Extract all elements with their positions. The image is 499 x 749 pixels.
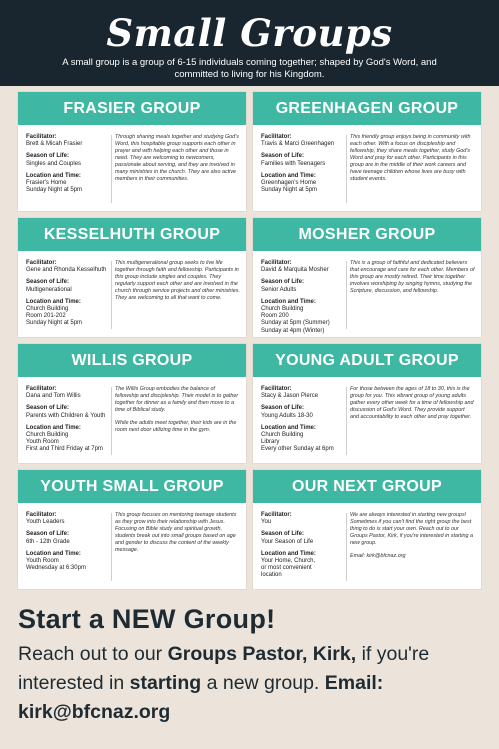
group-name: OUR NEXT GROUP bbox=[253, 470, 481, 503]
group-description bbox=[115, 260, 240, 308]
divider bbox=[111, 387, 112, 455]
facilitator-value: David & Marquita Mosher bbox=[261, 267, 329, 274]
group-info bbox=[261, 512, 347, 580]
season-value: Young Adults 18-30 bbox=[261, 412, 313, 419]
cta-title: Start a NEW Group! bbox=[18, 604, 276, 634]
group-name: YOUTH SMALL GROUP bbox=[18, 470, 246, 503]
location-value: Every other Sunday at 6pm bbox=[261, 446, 334, 453]
field-label: Location and Time: bbox=[26, 172, 81, 179]
group-card bbox=[18, 344, 246, 463]
group-info bbox=[261, 134, 347, 194]
group-description bbox=[350, 134, 475, 189]
location-value: Sunday Night at 5pm bbox=[261, 187, 318, 194]
facilitator-value: Youth Leaders bbox=[26, 519, 65, 526]
description-paragraph: The Willis Group embodies the balance of fellowship and discipleship. Their model is to gather together for dinner as a family and then move to a time of Biblical study. bbox=[115, 386, 239, 413]
group-name: FRASIER GROUP bbox=[18, 92, 246, 125]
location-value: Room 200 bbox=[261, 313, 289, 320]
description-paragraph: This multigenerational group seeks to live life together through faith and fellowship. Participants in this group include singles and couples. They regularly support each other and are involved in the church through service projects and other ministries. They are welcoming to all that want to come. bbox=[115, 260, 240, 301]
group-description bbox=[115, 134, 240, 189]
description-paragraph: This friendly group enjoys being in community with each other. With a focus on discipleship and fellowship, they share meals together, study God's Word and pray for each other. Participants in this group are in the middle of their work careers and have teenage children whose lives are busy with student events. bbox=[350, 134, 471, 182]
cta-starting: starting bbox=[129, 672, 202, 694]
facilitator-value: Travis & Marci Greenhagen bbox=[261, 141, 335, 148]
cta-part: Reach out to our bbox=[18, 643, 168, 665]
group-body bbox=[18, 503, 246, 589]
group-description bbox=[115, 386, 240, 440]
divider bbox=[111, 261, 112, 329]
cta-text bbox=[18, 640, 488, 727]
group-body bbox=[18, 377, 246, 463]
location-value: Sunday Night at 5pm bbox=[26, 320, 83, 327]
group-name: WILLIS GROUP bbox=[18, 344, 246, 377]
field-label: Season of Life: bbox=[26, 153, 70, 160]
location-value: Church Building bbox=[26, 306, 69, 313]
description-paragraph: Email: kirk@bfcnaz.org bbox=[350, 553, 406, 559]
field-label: Season of Life: bbox=[26, 405, 70, 412]
field-label: Location and Time: bbox=[26, 298, 81, 305]
facilitator-value: Dana and Tom Willis bbox=[26, 393, 81, 400]
season-value: 6th - 12th Grade bbox=[26, 538, 70, 545]
group-body bbox=[253, 377, 481, 463]
description-paragraph: We are always interested in starting new groups! Sometimes if you can't find the right group the best thing to do is start your own. Reach out to our Groups Pastor, Kirk, if you're interested in starting a new group. bbox=[350, 512, 473, 546]
field-label: Location and Time: bbox=[26, 424, 81, 431]
location-value: Sunday at 5pm (Summer) bbox=[261, 320, 330, 327]
season-value: Senior Adults bbox=[261, 286, 297, 293]
field-label: Season of Life: bbox=[26, 531, 70, 538]
group-body bbox=[253, 251, 481, 337]
group-card bbox=[18, 470, 246, 589]
group-description bbox=[350, 386, 475, 427]
field-label: Season of Life: bbox=[261, 531, 305, 538]
location-value: Youth Room bbox=[26, 558, 59, 565]
group-body bbox=[18, 251, 246, 337]
field-label: Location and Time: bbox=[261, 298, 316, 305]
season-value: Your Season of Life bbox=[261, 538, 314, 545]
field-label: Facilitator: bbox=[26, 386, 57, 392]
group-name: GREENHAGEN GROUP bbox=[253, 92, 481, 125]
facilitator-value: Brett & Micah Frasier bbox=[26, 141, 83, 148]
location-value: location bbox=[261, 572, 282, 579]
location-value: or most convenient bbox=[261, 565, 312, 572]
group-info bbox=[26, 260, 112, 328]
cta-pastor: Groups Pastor, Kirk, bbox=[167, 643, 357, 665]
location-value: Room 201-202 bbox=[26, 313, 66, 320]
group-name: KESSELHUTH GROUP bbox=[18, 218, 246, 251]
season-value: Multigenerational bbox=[26, 286, 72, 293]
group-info bbox=[261, 260, 347, 335]
page-title: Small Groups bbox=[106, 11, 393, 55]
field-label: Season of Life: bbox=[26, 279, 70, 286]
field-label: Facilitator: bbox=[261, 260, 292, 266]
group-info bbox=[26, 134, 112, 194]
group-card bbox=[253, 344, 481, 463]
divider bbox=[111, 135, 112, 203]
group-body bbox=[18, 125, 246, 211]
group-card bbox=[253, 92, 481, 211]
cta-part: if you're interested in bbox=[18, 643, 430, 694]
season-value: Families with Teenagers bbox=[261, 160, 326, 167]
group-description bbox=[115, 512, 240, 560]
divider bbox=[346, 261, 347, 329]
field-label: Facilitator: bbox=[261, 134, 292, 140]
group-info bbox=[261, 386, 347, 454]
divider bbox=[346, 135, 347, 203]
divider bbox=[111, 513, 112, 581]
group-body bbox=[253, 503, 481, 589]
group-name: MOSHER GROUP bbox=[253, 218, 481, 251]
field-label: Facilitator: bbox=[26, 134, 57, 140]
group-description bbox=[350, 512, 475, 566]
field-label: Season of Life: bbox=[261, 279, 305, 286]
field-label: Facilitator: bbox=[261, 512, 292, 518]
field-label: Location and Time: bbox=[261, 172, 316, 179]
location-value: Church Building bbox=[261, 306, 304, 313]
header-banner bbox=[0, 0, 499, 86]
page-subtitle: A small group is a group of 6-15 individuals coming together; shaped by God's Word, and committed to living for his Kingdom. bbox=[62, 57, 437, 80]
group-card bbox=[18, 92, 246, 211]
location-value: Church Building bbox=[26, 432, 69, 439]
group-card bbox=[253, 470, 481, 589]
location-value: Your Home, Church, bbox=[261, 558, 316, 565]
cta-part: a new group. bbox=[201, 672, 325, 694]
field-label: Facilitator: bbox=[26, 512, 57, 518]
field-label: Facilitator: bbox=[261, 386, 292, 392]
group-body bbox=[253, 125, 481, 211]
field-label: Season of Life: bbox=[261, 153, 305, 160]
location-value: Youth Room bbox=[26, 439, 59, 446]
description-paragraph: For those between the ages of 18 to 30, this is the group for you. This vibrant group of young adults gather every other week for a time of fellowship and discussion of God's Word. They provide support and accountability to each other and pray together. bbox=[350, 386, 474, 420]
location-value: Church Building bbox=[261, 432, 304, 439]
location-value: Wednesday at 6:30pm bbox=[26, 565, 86, 572]
field-label: Location and Time: bbox=[261, 424, 316, 431]
field-label: Location and Time: bbox=[261, 550, 316, 557]
location-value: Sunday Night at 5pm bbox=[26, 187, 83, 194]
field-label: Location and Time: bbox=[26, 550, 81, 557]
field-label: Facilitator: bbox=[26, 260, 57, 266]
location-value: Frasier's Home bbox=[26, 180, 67, 187]
description-paragraph: While the adults meet together, their kids are in the room next door utilizing time in the gym. bbox=[115, 420, 237, 433]
season-value: Parents with Children & Youth bbox=[26, 412, 106, 419]
facilitator-value: Gene and Rhonda Kesselhuth bbox=[26, 267, 107, 274]
description-paragraph: This is a group of faithful and dedicated believers that encourage and care for each other. Members of this group are mostly retired. Their time together involves worshiping by singing hymns, studying the Scripture, discussion, and fellowship. bbox=[350, 260, 475, 294]
group-info bbox=[26, 512, 112, 572]
group-name: YOUNG ADULT GROUP bbox=[253, 344, 481, 377]
location-value: Library bbox=[261, 439, 280, 446]
group-description bbox=[350, 260, 475, 301]
season-value: Singles and Couples bbox=[26, 160, 82, 167]
divider bbox=[346, 513, 347, 581]
description-paragraph: This group focuses on mentoring teenage students as they grow into their relationship with Jesus. Focusing on Bible study and spiritual growth, students break out into small groups based on age and gender to discuss the content of the weekly message. bbox=[115, 512, 237, 553]
facilitator-value: You bbox=[261, 519, 272, 526]
location-value: Sunday at 4pm (Winter) bbox=[261, 327, 325, 334]
group-card bbox=[18, 218, 246, 337]
cta-email[interactable]: Email: kirk@bfcnaz.org bbox=[18, 672, 384, 723]
location-value: First and Third Friday at 7pm bbox=[26, 446, 103, 453]
description-paragraph: Through sharing meals together and studying God's Word, this hospitable group supports each other in prayer and with helping each other and those in need. They are welcoming to newcomers, passionate about serving, and they are involved in many ministries in the church. They are also active members in their communities. bbox=[115, 134, 239, 182]
group-card bbox=[253, 218, 481, 337]
field-label: Season of Life: bbox=[261, 405, 305, 412]
facilitator-value: Stacy & Jason Pierce bbox=[261, 393, 319, 400]
group-info bbox=[26, 386, 112, 454]
divider bbox=[346, 387, 347, 455]
location-value: Greenhagen's Home bbox=[261, 180, 317, 187]
